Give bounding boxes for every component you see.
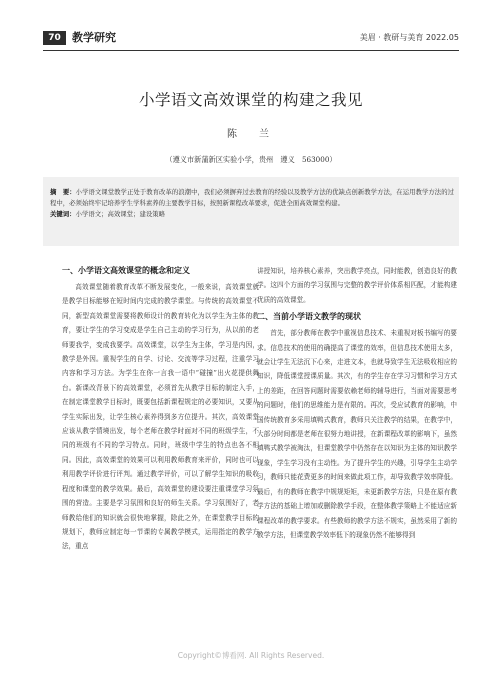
paragraph-2: 首先，部分教师在教学中重视信息技术、未重视对板书编写的要求。信息技术的使用的确提高了课堂的效率，但信息技术使用太多，就会让学生无法沉下心来，走进文本，也就导致学生无法吸收相应的知识，降低课堂授课质量。其次，有的学生存在学习习惯和学习方式上的差距，在回答问题时需要依赖老师的辅导进行，当面对需要思考的问题时，他们的思维能力是有限的。再次，受应试教育的影响，中国传统教育多采用填鸭式教育，教师只关注教学的结果，在教学中，大部分时间都是老师在很努力地讲授，在新课程改革的影响下，虽然填鸭式教学被淘汰，但课堂教学中仍然存在以知识为主体的知识教学现象，学生学习没有主动性。为了提升学生的兴趣，引导学生主动学习，教师只能花费更多的时间来做此项工作，却导致教学效率降低。最后，有的教师在教学中规规矩矩，未更新教学方法，只是在原有教学方法的基础上增加或删除教学手段，在整体教学策略上不能适应新课程改革的教学要求。有些教师的教学方法不规实，虽然采用了新的教学方法，但课堂教学效率低下的现象仍然不能够得到 <box>257 329 457 539</box>
right-column <box>257 264 457 542</box>
keywords-text: 小学语文；高效课堂；建设策略 <box>75 210 166 218</box>
journal-name: 美眉 · 教研与美育 2022.05 <box>359 33 459 42</box>
section-heading-1: 一、小学语文高效课堂的概念和定义 <box>62 266 190 275</box>
paragraph-continuation: 讲授知识，培养核心素养，突出教学亮点，同时能教，创造良好的教学。这四个方面的学习氛围与完整的教学评价体系相匹配，才能构建优质的高效课堂。 <box>257 267 457 304</box>
left-column <box>62 264 259 554</box>
keywords <box>50 209 454 219</box>
section-heading-2: 二、当前小学语文教学的现状 <box>257 312 361 322</box>
article-title: 小学语文高效课堂的构建之我见 <box>138 91 363 109</box>
abstract-text: 小学语文课堂教学正处于教育改革的浪潮中，我们必须摒弃过去教育的经验以及教学方法的优缺点创新教学方法，在运用教学方法的过程中，必须始终牢记培养学生学科素养的主要教学目标，按照新课程改革要求，促进全面高效课堂构建。 <box>50 188 455 207</box>
keywords-label: 关键词： <box>50 210 76 218</box>
abstract <box>50 187 454 208</box>
header-divider <box>43 50 459 51</box>
page-header <box>0 28 502 48</box>
paragraph-1: 高效课堂随着教育改革不断发展变化，一般来说，高效课堂就是教学目标能够在短时间内完成的教学课堂。与传统的高效课堂不同，新型高效课堂需要将教师设计的教育转化为以学生为主体的教育，要让学生的学习变成是学生自己主动的学习行为，从以前的老师要我学，变成我要学。高效课堂，以学生为主体，学习是内因，教学是外因。重视学生的自学、讨论、交流等学习过程，注重学习内容和学习方法。为学生在你一言我一语中“碰撞”出火花提供舞台。新课改背景下的高效课堂，必须首先从教学目标的制定入手，在制定课堂教学目标时，既要包括新课程规定的必要知识，又要从学生实际出发，让学生核心素养得到多方位提升。其次，高效课堂应该从教学情境出发，每个老师在教学时面对不同的班级学生，不同的班级有不同的学习特点。同时，班级中学生的特点也各不相同。因此，高效课堂的效果可以利用教师教育来评价，同时也可以利用教学评价进行评判。通过教学评价，可以了解学生知识的吸收程度和课堂的教学效果。最后，高效课堂的建设要注重课堂学习氛围的营造。主要是学习氛围和良好的师生关系。学习氛围好了，老师教给他们的知识就会很快地掌握，除此之外，在课堂教学目标的规划下，教师应制定每一节课的专属教学模式，运用指定的教学方法，重点 <box>62 283 259 551</box>
copyright-footer: Copyright©博看网. All Rights Reserved. <box>177 651 325 660</box>
article-author: 陈 兰 <box>227 129 275 140</box>
abstract-label: 摘 要： <box>50 188 76 196</box>
page-number: 70 <box>43 31 66 45</box>
author-affiliation: （遵义市新蒲新区实验小学，贵州 遵义 563000） <box>165 155 337 164</box>
section-title: 教学研究 <box>72 31 116 44</box>
